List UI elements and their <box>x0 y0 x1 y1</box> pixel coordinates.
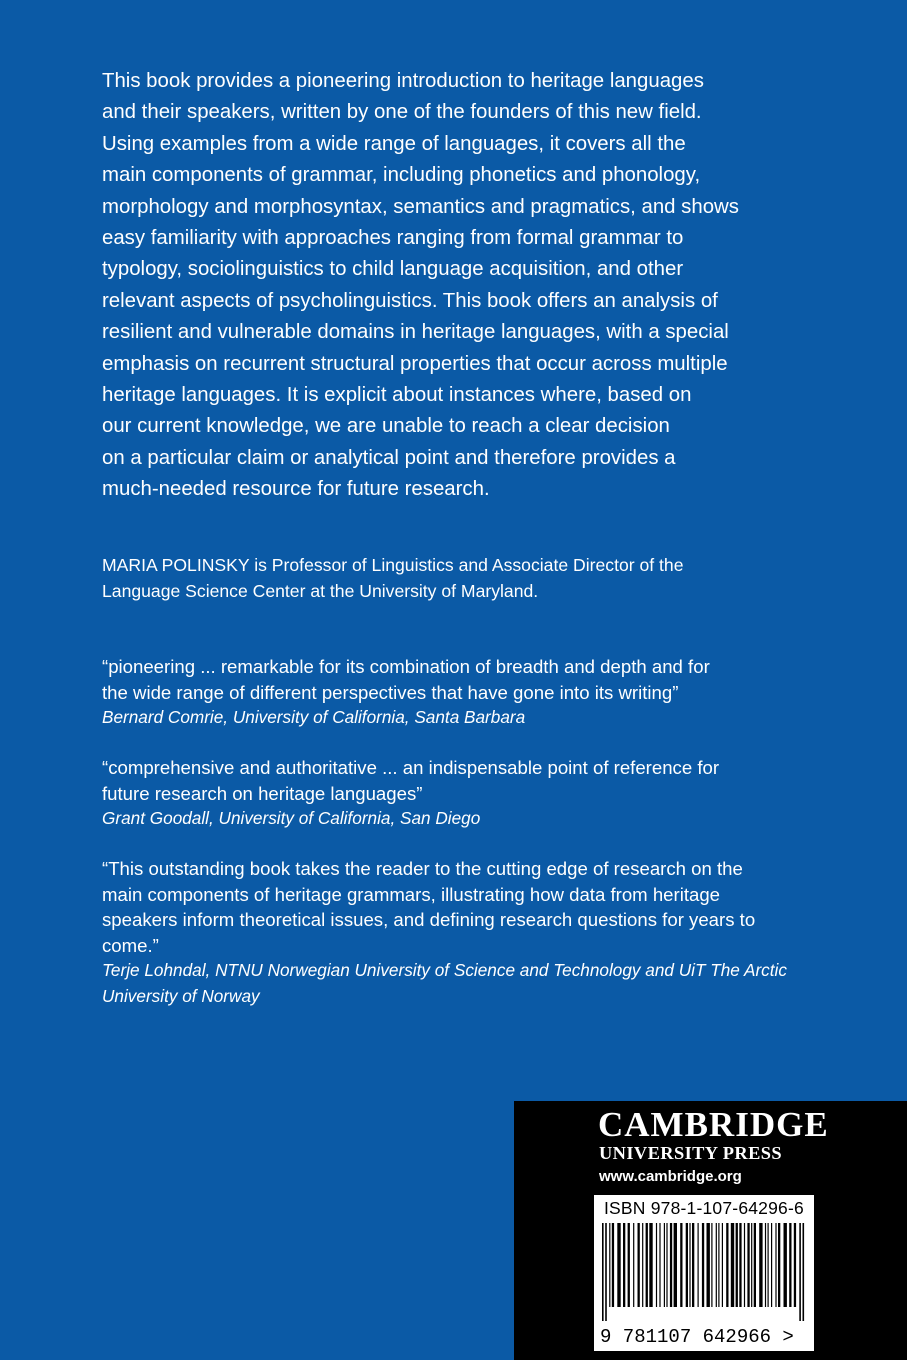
barcode-graphic <box>594 1221 814 1351</box>
publisher-panel <box>514 1101 907 1360</box>
quote-source: Grant Goodall, University of California, San Diego <box>102 808 481 828</box>
barcode-bar <box>759 1223 762 1307</box>
barcode-bar <box>754 1223 756 1307</box>
barcode-bar <box>736 1223 738 1307</box>
barcode-bar <box>716 1223 717 1307</box>
barcode-bar <box>707 1223 710 1307</box>
review-quote: “comprehensive and authoritative ... an indispensable point of reference for future research on heritage languages” Grant Goodall, University of California, San Diego <box>102 755 822 832</box>
barcode-bar <box>771 1223 772 1307</box>
publisher-name: CAMBRIDGE <box>598 1105 829 1144</box>
author-bio: MARIA POLINSKY is Professor of Linguistics and Associate Director of the Language Science Center at the University of Maryland. <box>102 555 684 601</box>
blurb-text: This book provides a pioneering introduction to heritage languages and their speakers, written by one of the founders of this new field. Using examples from a wide range of languages, it covers all the main components of grammar, including phonetics and phonology, morphology and morphosyntax, semantics and pragmatics, and shows easy familiarity with approaches ranging from formal grammar to typology, sociolinguistics to child language acquisition, and other relevant aspects of psycholinguistics. This book offers an analysis of resilient and vulnerable domains in heritage languages, with a special emphasis on recurrent structural properties that occur across multiple heritage languages. It is explicit about instances where, based on our current knowledge, we are unable to reach a clear decision on a particular claim or analytical point and therefore provides a much-needed resource for future research. <box>102 70 739 501</box>
barcode-bar <box>680 1223 682 1307</box>
barcode-bar <box>711 1223 712 1307</box>
barcode-bar <box>649 1223 652 1307</box>
barcode-digits: 9 781107 642966 > <box>600 1326 794 1348</box>
barcode-bar <box>612 1223 614 1307</box>
barcode-bar <box>731 1223 734 1307</box>
barcode-bar <box>646 1223 648 1307</box>
barcode-bar <box>692 1223 694 1307</box>
barcode-bar <box>689 1223 690 1307</box>
barcode-bar <box>726 1223 728 1307</box>
barcode-bar <box>718 1223 719 1307</box>
barcode-bar <box>778 1223 780 1307</box>
review-quote: “This outstanding book takes the reader to the cutting edge of research on the main components of heritage grammars, illustrating how data from heritage speakers inform theoretical issues, and defining research questions for years to come.” Terje Lohndal, NTNU Norwegian University of Science and Technology and UiT The Arctic University of Norway <box>102 856 822 1009</box>
barcode-bar <box>686 1223 688 1307</box>
barcode-bar <box>751 1223 752 1307</box>
barcode-bar <box>666 1223 667 1307</box>
quote-source: Terje Lohndal, NTNU Norwegian University of Science and Technology and UiT The Arctic University of Norway <box>102 960 787 1006</box>
barcode-bar <box>642 1223 643 1307</box>
barcode-bar <box>638 1223 640 1307</box>
barcode-bar <box>698 1223 699 1307</box>
barcode-bar <box>664 1223 665 1307</box>
barcode-bar <box>768 1223 769 1307</box>
barcode-bar <box>609 1223 610 1307</box>
barcode-bar <box>670 1223 672 1307</box>
barcode-bar <box>794 1223 796 1307</box>
barcode <box>594 1195 814 1351</box>
barcode-bar <box>789 1223 791 1307</box>
barcode-bar <box>623 1223 625 1307</box>
barcode-bar <box>656 1223 657 1307</box>
barcode-bar <box>744 1223 745 1307</box>
barcode-bar <box>775 1223 776 1307</box>
barcode-bar <box>765 1223 766 1307</box>
quote-source: Bernard Comrie, University of California, Santa Barbara <box>102 707 526 727</box>
isbn-label: ISBN 978-1-107-64296-6 <box>604 1198 804 1218</box>
publisher-url: www.cambridge.org <box>599 1168 742 1185</box>
barcode-bar <box>602 1223 604 1321</box>
barcode-bar <box>659 1223 660 1307</box>
barcode-bar <box>702 1223 704 1307</box>
barcode-bar <box>784 1223 787 1307</box>
publisher-subname: UNIVERSITY PRESS <box>599 1143 783 1163</box>
barcode-bar <box>674 1223 677 1307</box>
barcode-bar <box>628 1223 630 1307</box>
barcode-bar <box>605 1223 607 1321</box>
barcode-bar <box>633 1223 634 1307</box>
barcode-bars <box>602 1223 804 1321</box>
barcode-bar <box>739 1223 741 1307</box>
barcode-bar <box>803 1223 805 1321</box>
barcode-bar <box>747 1223 749 1307</box>
barcode-bar <box>617 1223 620 1307</box>
review-quote: “pioneering ... remarkable for its combination of breadth and depth and for the wide range of different perspectives that have gone into its writing” Bernard Comrie, University of California, Santa Barbara <box>102 654 822 731</box>
barcode-bar <box>722 1223 723 1307</box>
barcode-bar <box>799 1223 801 1321</box>
